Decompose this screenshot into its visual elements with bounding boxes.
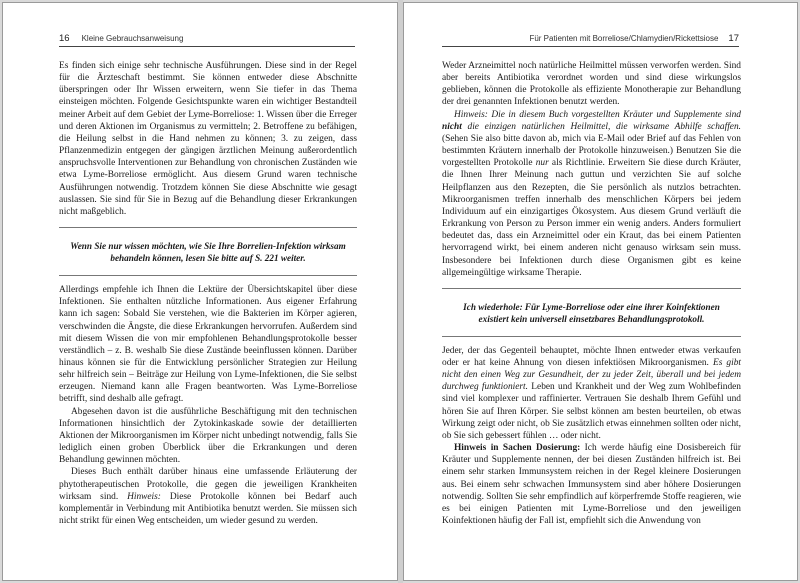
text-run: Leben und Krankheit und der Weg zum Wohlbefinden sind viel komplexer und raffinierter. Vertrauen Sie deshalb Ihrem Gefühl und hören Sie auf Ihren Körper. Sie selbst können am besten beurteilen, ob etwas Wirkung zeigt oder nicht, ob Sie zusätzlich etwas einnehmen sollten oder nicht, ob Sie sich gebessert fühlen … oder nicht. (442, 382, 741, 441)
callout-divider-top (442, 288, 741, 289)
right-page-body (442, 60, 741, 527)
text-run: als Richtlinie. Erweitern Sie diese durch Kräuter, die Ihnen Ihrer Meinung nach guttun und verzichten Sie auf solche Heilpflanzen aus den Rezepten, die Sie persönlich als nutzlos betrachten. Mikroorganismen treffen innerhalb des menschlichen Körpers bei jedem Individuum auf ein einzigartiges Ökosystem. Aus diesem Grund verläuft die Erkrankung von Person zu Person immer ein wenig anders. Anders formuliert bedeutet das, dass ein Arzneimittel oder ein Kraut, das bei einem Patienten hervorragend wirkt, bei einem anderen nicht genauso wirksam sein muss. Insbesondere bei Infektionen durch diese Organismen gibt es keine allgemeingültige wirksame Therapie. (442, 158, 741, 278)
emphasis-strong: nicht (442, 121, 462, 132)
running-head-right (442, 33, 739, 44)
callout-line: behandeln können, lesen Sie bitte auf S. 221 weiter. (110, 253, 306, 264)
text-run: Dieses Buch enthält darüber hinaus eine umfassende Erläuterung der phytotherapeutischen Protokolle, die gegen die jeweiligen Krankheiten wirksam sind. (59, 467, 357, 502)
running-head-left (59, 33, 355, 44)
right-page (403, 2, 798, 581)
emphasis-hint: die einzigen natürlichen Heilmittel, die wirksame Abhilfe schaffen. (461, 121, 741, 132)
callout-divider-top (59, 227, 357, 228)
paragraph (442, 345, 741, 442)
callout-line: existiert kein universell einsetzbares Behandlungsprotokoll. (478, 313, 705, 324)
paragraph (442, 442, 741, 527)
callout-line: Ich wiederhole: Für Lyme-Borreliose oder eine ihrer Koinfektionen (463, 301, 720, 312)
left-page-body (59, 60, 357, 527)
header-rule-left (59, 46, 355, 47)
callout-line: Wenn Sie nur wissen möchten, wie Sie Ihre Borrelien-Infektion wirksam (70, 241, 346, 252)
paragraph: Weder Arzneimittel noch natürliche Heilmittel müssen verworfen werden. Sind aber bereits Antibiotika verordnet worden und sind diese wirkungslos geblieben, können die Protokolle als effiziente Monotherapie zur Behandlung der drei genannten Infektionen benutzt werden. (442, 61, 741, 108)
callout-divider-bottom (59, 275, 357, 276)
header-rule-right (442, 46, 739, 47)
left-page (2, 2, 398, 581)
emphasis-sentence: Es gibt nicht den einen Weg zur Gesundheit, der zu jeder Zeit, überall und bei jedem durchweg funktioniert. (442, 357, 741, 393)
paragraph: Abgesehen davon ist die ausführliche Beschäftigung mit den technischen Informationen hinsichtlich der Zytokinkaskade sowie der detaillierten Aktionen der Mikroorganismen im Körper nicht unbedingt notwendig, falls Sie lediglich einen groben Überblick über die Erkrankungen und deren Behandlung gewinnen möchten. (59, 406, 357, 466)
callout-box (446, 299, 737, 327)
text-run: Diese Protokolle können bei Bedarf auch komplementär in Verbindung mit Antibiotika benutzt werden. Sie müssen sich nicht strikt für einen Weg entscheiden, um wieder gesund zu werden. (59, 491, 357, 526)
paragraph (442, 109, 741, 279)
page-number-right: 17 (728, 33, 739, 44)
text-run: (Sehen Sie also bitte davon ab, mich via E-Mail oder Brief auf das Fehlen von bestimmten Kräutern innerhalb der Protokolle hinzuweisen.) Benutzen Sie die vorgestellten Protokolle (442, 133, 741, 169)
emphasis-word: nur (535, 158, 549, 169)
paragraph: Allerdings empfehle ich Ihnen die Lektüre der Übersichtskapitel über diese Infektionen. Sie enthalten nützliche Informationen. Aus eigener Erfahrung kann ich sagen: Sobald Sie verstehen, wie die Bakterien im Körper agieren, verschwinden die Ängste, die diese Erkrankungen hervorrufen. Außerdem sind mit diesem Wissen die von mir empfohlenen Behandlungsprotokolle besser verständlich – z. B. weshalb Sie diese Zustände beeinflussen können. Darüber hinaus können sie für die Entwicklung persönlicher Strategien zur Heilung sehr hilfreich sein – Beiträge zur Heilung von Lyme-Infektionen, die Sie selbst erzeugen. Niemand kann alle Fragen beantworten. Was Lyme-Borreliose betrifft, sind deshalb alle gefragt. (59, 285, 357, 405)
text-run: Ich werde häufig eine Dosisbereich für Kräuter und Supplemente nennen, der bei diesen Zuständen hilfreich ist. Bei einem sehr starken Immunsystem reichen in der Regel kleinere Dosierungen aus. Bei einem sehr schwachen Immunsystem sind aber höhere Dosierungen notwendig. Sollten Sie sehr empfindlich auf körperfremde Stoffe reagieren, wie es bei einigen Patienten mit Lyme-Borreliose und den jeweiligen Koinfektionen häufig der Fall ist, empfiehlt sich die Anwendung von (442, 443, 741, 526)
text-run: Jeder, der das Gegenteil behauptet, möchte Ihnen entweder etwas verkaufen oder er hat keine Ahnung von diesen infektiösen Mikroorganismen. (442, 345, 741, 368)
running-head-title-left: Kleine Gebrauchsanweisung (81, 34, 184, 43)
page-number-left: 16 (59, 33, 70, 44)
paragraph: Es finden sich einige sehr technische Ausführungen. Diese sind in der Regel für die Ärzteschaft bestimmt. Sie können entweder diese Abschnitte überspringen oder Ihr Wissen erweitern, wenn Sie tiefer in das Thema einsteigen möchten. Folgende Gesichtspunkte waren ein wichtiger Bestandteil meiner Arbeit auf dem Gebiet der Lyme-Borreliose: 1. Wissen über die Erreger und deren Aktionen im Organismus zu vermitteln; 2. Betroffene zu befähigen, die Heilung selbst in die Hand nehmen zu können; 3. zu zeigen, dass Pflanzenmedizin entgegen der gängigen ärztlichen Meinung außerordentlich anspruchsvolle Interventionen zur Behandlung von chronischen Zuständen wie etwa Lyme-Borreliose ermöglicht. Aus diesem Grund waren technische Ausführungen notwendig. Trotzdem können Sie diese Abschnitte wie gesagt auslassen. Sie sind für Sie in Bezug auf die Behandlung dieser Erkrankungen nicht maßgeblich. (59, 61, 357, 217)
paragraph (59, 466, 357, 527)
emphasis-hint: Hinweis: Die in diesem Buch vorgestellten Kräuter und Supplemente sind (454, 109, 741, 120)
callout-divider-bottom (442, 336, 741, 337)
running-head-title-right: Für Patienten mit Borreliose/Chlamydien/Rickettsiose (529, 34, 719, 43)
callout-box (63, 238, 353, 266)
bold-label: Hinweis in Sachen Dosierung: (454, 443, 581, 454)
emphasis-hint: Hinweis: (127, 491, 161, 502)
